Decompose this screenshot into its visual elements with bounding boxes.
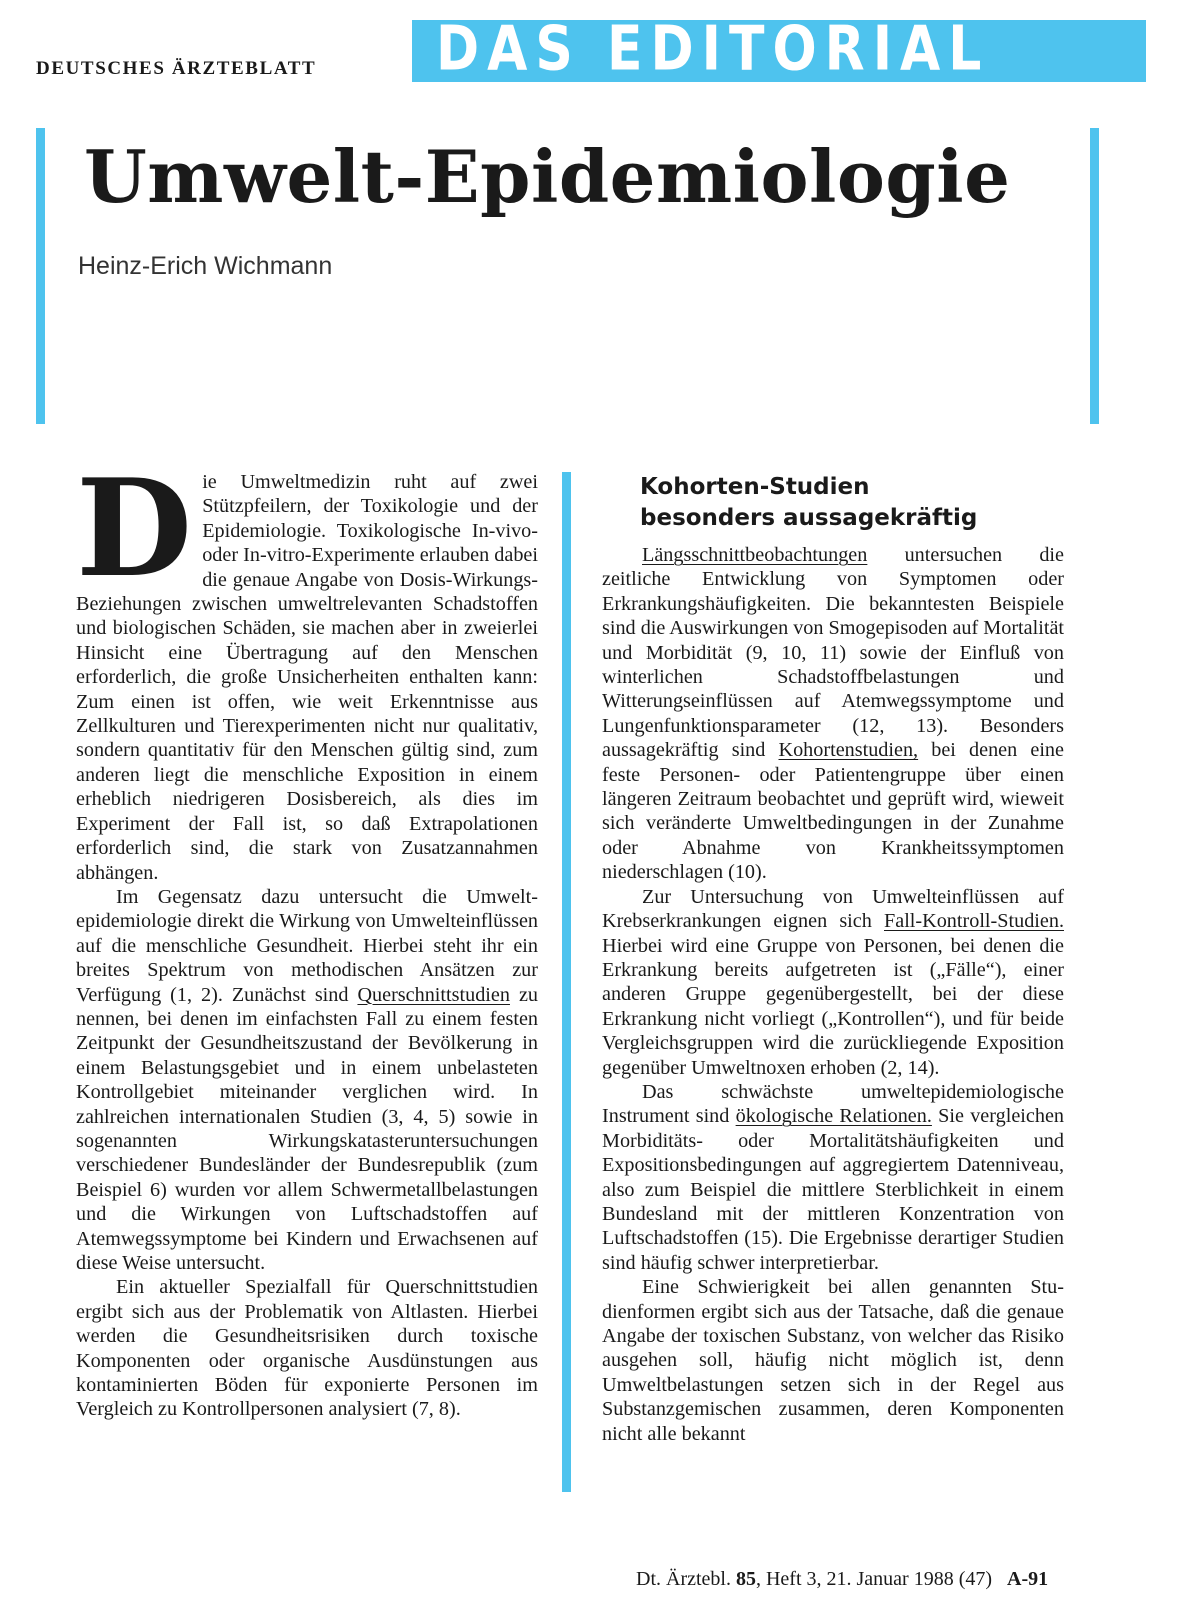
footer-volume: 85 (735, 1568, 756, 1590)
article-title: Umwelt-Epidemiologie (84, 134, 1011, 219)
column-divider-bar (562, 472, 571, 1492)
subheading-line-2: besonders aussagekräftig (640, 505, 978, 531)
right-paragraph-3 (602, 1080, 1064, 1275)
journal-name: DEUTSCHES ÄRZTEBLATT (36, 58, 317, 79)
underlined-term-laengsschnitt: Längsschnittbeobachtungen (642, 544, 868, 566)
footer-issue-date: , Heft 3, 21. Januar 1988 (47) (755, 1568, 993, 1590)
right-paragraph-3-text-b: Sie vergleichen Morbiditäts- oder Mortalitätshäufigkeiten und Expositionsbedingungen auf aggregiertem Datenniveau, also zum Beispiel die mittlere Sterblichkeit in einem Bundesland mit der mittleren Konzentration von Luftschadstoffen (15). Die Ergebnisse derartiger Studien sind häufig schwer interpretierbar. (602, 1105, 1064, 1274)
subheading-line-1: Kohorten-Studien (640, 474, 870, 500)
drop-cap: D (76, 449, 193, 607)
left-column (76, 449, 538, 1422)
page-footer (636, 1568, 1048, 1591)
footer-journal-abbrev: Dt. Ärztebl. (636, 1568, 731, 1590)
right-paragraph-2-text-a: Zur Untersuchung von Umwelteinflüssen auf Krebserkrankungen eignen sich (602, 885, 1064, 933)
left-paragraph-2 (76, 885, 538, 1276)
right-paragraph-1 (602, 543, 1064, 885)
section-subheading (640, 472, 977, 534)
right-paragraph-4: Eine Schwierigkeit bei allen genannten Studienformen ergibt sich aus der Tatsache, daß die genaue Angabe der toxischen Substanz, von welcher das Risiko ausgehen soll, häufig nicht möglich ist, denn Umweltbelastungen setzen sich in der Regel aus Substanzgemischen zusammen, deren Komponenten nicht alle bekannt (602, 1276, 1064, 1445)
right-paragraph-1-text-a: untersuchen die zeitliche Entwicklung von Symptomen oder Erkrankungshäufigkeiten. Die bekanntesten Beispiele sind die Auswirkungen von Smogepisoden auf Mortalität und Morbidität (9, 10, 11) sowie der Einfluß von winterlichen Schadstoffbelastungen und Witterungseinflüssen auf Atemwegssymptome und Lungenfunktionsparameter (12, 13). Besonders aussagekräftig sind (602, 544, 1065, 762)
underlined-term-querschnittstudien: Querschnittstudien (357, 983, 510, 1006)
right-paragraph-2 (602, 885, 1064, 1080)
right-paragraph-3-text-a: Das schwächste umweltepidemiologische Instrument sind (602, 1080, 1064, 1128)
left-paragraph-1-text: ie Umweltmedizin ruht auf zwei Stützpfeilern, der Toxikologie und der Epidemiologie. Toxikologische In-vivo- oder In-vitro-Experimente erlauben dabei die genaue Angabe von Dosis-Wirkungs-Beziehungen zwischen umweltrelevanten Schadstoffen und biologischen Schäden, sie machen aber in zweierlei Hinsicht eine Übertragung auf den Menschen erforderlich, die große Unsicherheiten enthalten kann: Zum einen ist offen, wie weit Erkenntnisse aus Zellkulturen und Tierexperimenten nicht nur qualitativ, sondern quantitativ für den Menschen gültig sind, zum anderen liegt die menschliche Exposition in einem erheblich niedrigeren Dosisbereich, als dies im Experiment der Fall ist, so daß Extrapolationen erforderlich sind, die stark von Zusatzannahmen abhängen. (76, 471, 538, 884)
section-banner-label: DAS EDITORIAL (436, 14, 990, 85)
left-paragraph-2-text-a: Im Gegensatz dazu untersucht die Umweltepidemiologie direkt die Wirkung von Umwelteinflüssen auf die menschliche Gesundheit. Hierbei steht ihr ein breites Spektrum von methodischen Ansätzen zur Verfügung (1, 2). Zunächst sind (76, 885, 538, 1006)
article-author: Heinz-Erich Wichmann (78, 252, 333, 280)
right-paragraph-1-text-b: bei denen eine feste Personen- oder Patientengruppe über einen längeren Zeitraum beobachtet und geprüft wird, wieweit sich veränderte Umweltbedingungen in der Zunahme oder Abnahme von Krankheitssymptomen niederschlagen (10). (602, 739, 1064, 884)
left-paragraph-3: Ein aktueller Spezialfall für Querschnittstudien ergibt sich aus der Problematik von Altlasten. Hierbei werden die Gesundheitsrisiken durch toxische Komponenten oder organische Ausdünstungen aus kontaminierten Böden für exponierte Personen im Vergleich zu Kontrollpersonen analysiert (7, 8). (76, 1276, 538, 1421)
footer-page-number: A-91 (1007, 1568, 1049, 1590)
right-paragraph-2-text-b: Hierbei wird eine Gruppe von Personen, bei denen die Erkrankung bereits aufgetreten ist („Fälle“), einer anderen Gruppe gegenübergestellt, bei der diese Erkrankung nicht vorliegt („Kontrollen“), und für beide Vergleichsgruppen wird die zurückliegende Exposition gegenüber Umweltnoxen erhoben (2, 14). (602, 934, 1064, 1079)
left-paragraph-2-text-b: zu nennen, bei denen im einfachsten Fall zu einem festen Zeitpunkt der Gesundheitszustand der Bevölkerung in einem Belastungsgebiet und in einem unbelasteten Kontrollgebiet miteinander verglichen wird. In zahlreichen internationalen Studien (3, 4, 5) sowie in sogenannten Wirkungskatasteruntersuchungen verschiedener Bundesländer der Bundesrepublik (zum Beispiel 6) wurden vor allem Schwermetallbelastungen und die Wirkungen von Luftschadstoffen auf Atemwegssymptome bei Kindern und Erwachsenen auf diese Weise untersucht. (76, 983, 538, 1274)
underlined-term-kohortenstudien: Kohortenstudien, (778, 739, 919, 762)
title-left-bar (36, 128, 45, 424)
underlined-term-fall-kontroll: Fall-Kontroll-Studien. (884, 910, 1064, 933)
right-column (602, 543, 1064, 1446)
underlined-term-oekologische-relationen: ökologische Relationen. (735, 1105, 932, 1128)
left-paragraph-1 (76, 449, 538, 885)
title-right-bar (1090, 128, 1099, 424)
